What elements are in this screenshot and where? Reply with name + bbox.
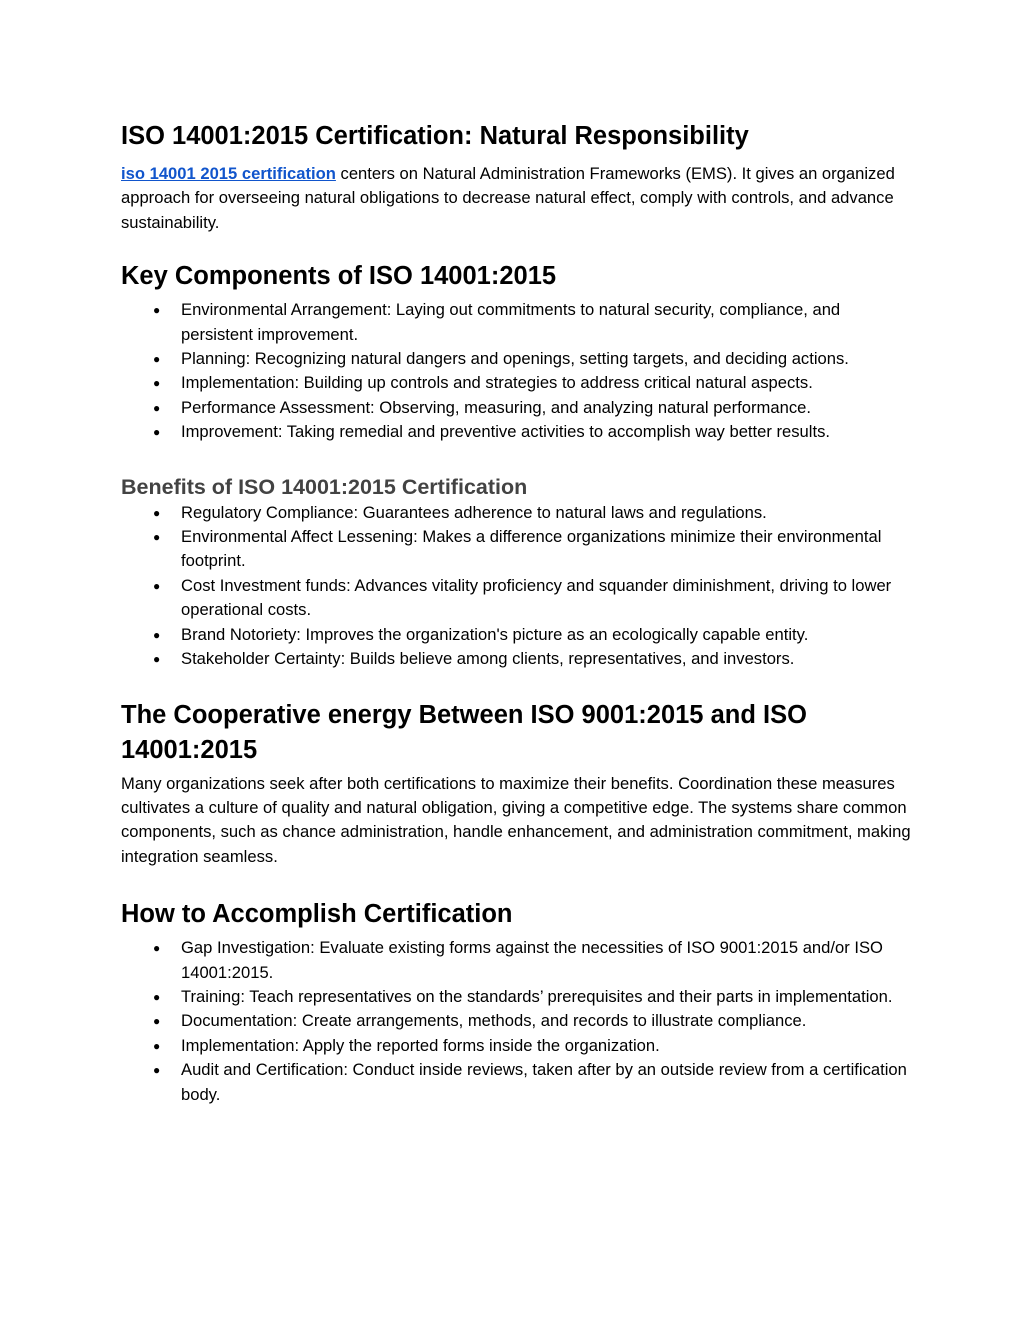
list-item: ● Training: Teach representatives on the standards’ prerequisites and their parts in implementation. [121, 985, 911, 1009]
section-intro-paragraph [121, 162, 911, 235]
document-page [121, 118, 911, 1107]
list-item: ● Stakeholder Certainty: Builds believe among clients, representatives, and investors. [121, 647, 911, 671]
bullet-icon: ● [153, 1038, 161, 1053]
list-item: ● Environmental Affect Lessening: Makes a difference organizations minimize their environmental footprint. [153, 527, 882, 571]
intro-body-text: centers on Natural Administration Frameworks (EMS). It gives an organized approach for overseeing natural obligations to decrease natural effect, comply with controls, and advance sustainability. [121, 164, 895, 232]
how-to-list [121, 936, 911, 1107]
list-item: ● Implementation: Apply the reported forms inside the organization. [121, 1034, 911, 1058]
bullet-icon: ● [153, 652, 161, 667]
bullet-icon: ● [153, 530, 161, 545]
list-item: ● Gap Investigation: Evaluate existing forms against the necessities of ISO 9001:2015 and/or ISO 14001:2015. [153, 938, 883, 982]
bullet-icon: ● [153, 627, 161, 642]
bullet-icon: ● [153, 303, 161, 318]
bullet-icon: ● [153, 352, 161, 367]
bullet-icon: ● [153, 505, 161, 520]
section-title-key-components: Key Components of ISO 14001:2015 [121, 262, 557, 291]
iso-certification-link[interactable]: iso 14001 2015 certification [121, 164, 336, 183]
bullet-icon: ● [153, 989, 161, 1004]
benefits-list [121, 501, 911, 672]
list-item: ● Performance Assessment: Observing, measuring, and analyzing natural performance. [121, 396, 911, 420]
list-item: ● Cost Investment funds: Advances vitality proficiency and squander diminishment, driving to lower operational costs. [153, 575, 892, 620]
list-item: ● Improvement: Taking remedial and preventive activities to accomplish way better results. [121, 420, 911, 444]
list-item: ● Environmental Arrangement: Laying out commitments to natural security, compliance, and persistent improvement. [153, 300, 841, 344]
bullet-icon: ● [153, 400, 161, 415]
list-item: ● Planning: Recognizing natural dangers and openings, setting targets, and deciding actions. [121, 347, 911, 371]
section-title-how-to-accomplish: How to Accomplish Certification [121, 900, 513, 929]
bullet-icon: ● [153, 425, 161, 440]
section-title-synergy: The Cooperative energy Between ISO 9001:2015 and ISO 14001:2015 [121, 700, 807, 764]
bullet-icon: ● [153, 1014, 161, 1029]
bullet-icon: ● [153, 376, 161, 391]
list-item: ● Audit and Certification: Conduct inside reviews, taken after by an outside review from a certification body. [153, 1060, 907, 1104]
key-components-list [121, 298, 911, 444]
section-title-benefits: Benefits of ISO 14001:2015 Certification [121, 474, 528, 499]
list-item: ● Regulatory Compliance: Guarantees adherence to natural laws and regulations. [121, 501, 911, 525]
section-title-iso14001-certification: ISO 14001:2015 Certification: Natural Responsibility [121, 122, 749, 150]
list-item: ● Brand Notoriety: Improves the organization's picture as an ecologically capable entity. [121, 623, 911, 647]
bullet-icon: ● [153, 1063, 161, 1078]
list-item: ● Implementation: Building up controls and strategies to address critical natural aspects. [121, 371, 911, 395]
list-item: ● Documentation: Create arrangements, methods, and records to illustrate compliance. [121, 1009, 911, 1033]
bullet-icon: ● [153, 578, 161, 593]
synergy-paragraph: Many organizations seek after both certifications to maximize their benefits. Coordination these measures cultivates a culture of quality and natural obligation, giving a competitive edge. The systems share common components, such as chance administration, handle enhancement, and administration commitment, making integration seamless. [121, 773, 911, 866]
bullet-icon: ● [153, 941, 161, 956]
